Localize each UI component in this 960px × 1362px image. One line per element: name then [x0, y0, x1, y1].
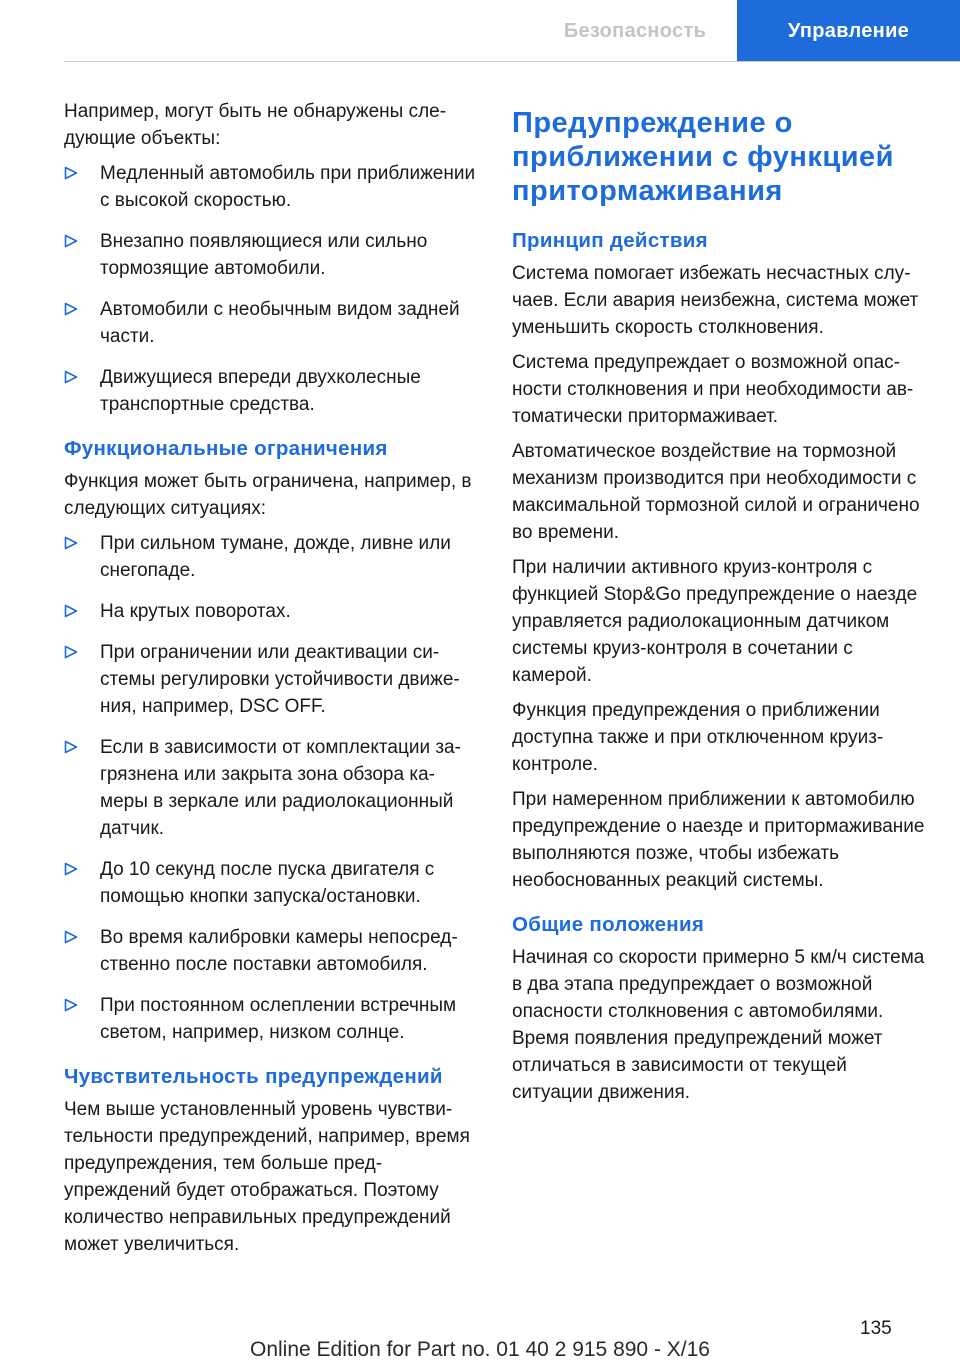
limits-paragraph: Функция может быть ограничена, например, в следующих ситуациях: — [64, 471, 472, 519]
triangle-bullet-icon — [64, 998, 80, 1012]
list-item — [64, 598, 476, 625]
triangle-bullet-icon — [64, 740, 80, 754]
list-item-text: Во время калибровки камеры непосредственно после поставки автомобиля. — [100, 927, 458, 975]
page-number: 135 — [860, 1318, 892, 1339]
online-edition-footer: Online Edition for Part no. 01 40 2 915 890 - X/16 — [250, 1338, 710, 1361]
list-item-text: Движущиеся впереди двухколесные транспортные средства. — [100, 367, 421, 415]
heading-principle: Принцип действия — [512, 229, 708, 252]
limits-list — [64, 530, 476, 1046]
section-title: Предупреждение о приближении с функцией притормаживания — [512, 107, 894, 207]
list-item-text: Медленный автомобиль при приближении с высокой скоростью. — [100, 163, 476, 211]
list-item — [64, 364, 476, 418]
list-item-text: Внезапно появляющиеся или сильно тормозящие автомобили. — [100, 231, 428, 279]
left-column — [64, 98, 476, 1266]
principle-paragraph: Автоматическое воздействие на тормозной механизм производится при необходимости с максимальной тормозной силой и ограничено во времени. — [512, 441, 920, 543]
list-item-text: До 10 секунд после пуска двигателя с помощью кнопки запуска/остановки. — [100, 859, 435, 907]
list-item-text: При сильном тумане, дожде, ливне или снегопаде. — [100, 533, 451, 581]
list-item — [64, 160, 476, 214]
list-item — [64, 296, 476, 350]
triangle-bullet-icon — [64, 604, 80, 618]
triangle-bullet-icon — [64, 862, 80, 876]
triangle-bullet-icon — [64, 166, 80, 180]
principle-paragraph: При наличии активного круиз-контроля с функцией Stop&Go предупреждение о наезде управляется радиолокационным датчиком системы круиз-контроля в сочетании с камерой. — [512, 557, 918, 686]
list-item — [64, 530, 476, 584]
header-divider — [64, 61, 960, 62]
list-item-text: Если в зависимости от комплектации загрязнена или закрыта зона обзора камеры в зеркале или радиолокационный датчик. — [100, 737, 461, 839]
heading-functional-limits: Функциональные ограничения — [64, 437, 388, 460]
general-paragraph: Начиная со скорости примерно 5 км/ч система в два этапа предупреждает о возможной опасности столкновения с автомобилями. Время появления предупреждений может отличаться в зависимости от текущей ситуации движения. — [512, 947, 925, 1103]
list-item — [64, 992, 476, 1046]
list-item — [64, 639, 476, 720]
undetected-objects-list — [64, 160, 476, 418]
triangle-bullet-icon — [64, 536, 80, 550]
heading-warning-sensitivity: Чувствительность предупреждений — [64, 1065, 443, 1088]
right-column — [512, 98, 932, 1114]
list-item — [64, 856, 476, 910]
triangle-bullet-icon — [64, 930, 80, 944]
intro-paragraph: Например, могут быть не обнаружены следующие объекты: — [64, 101, 447, 149]
triangle-bullet-icon — [64, 645, 80, 659]
section-tab-control: Управление — [737, 0, 960, 62]
list-item — [64, 924, 476, 978]
principle-paragraph: При намеренном приближении к автомобилю предупреждение о наезде и притормaживание выполняются позже, чтобы избежать необоснованных реакций системы. — [512, 789, 925, 891]
principle-paragraph: Система помогает избежать несчастных случаев. Если авария неизбежна, система может уменьшить скорость столкновения. — [512, 263, 919, 338]
list-item-text: При ограничении или деактивации системы регулировки устойчивости движения, например, DSC OFF. — [100, 642, 460, 717]
list-item — [64, 734, 476, 842]
sensitivity-paragraph: Чем выше установленный уровень чувствительности предупреждений, например, время предупреждения, тем больше предупреждений будет отображаться. Поэтому количество неправильных предупреждений может увеличиться. — [64, 1099, 470, 1255]
triangle-bullet-icon — [64, 302, 80, 316]
list-item-text: Автомобили с необычным видом задней части. — [100, 299, 460, 347]
principle-paragraph: Система предупреждает о возможной опасности столкновения и при необходимости автоматически притормаживает. — [512, 352, 914, 427]
list-item — [64, 228, 476, 282]
list-item-text: На крутых поворотах. — [100, 601, 291, 622]
heading-general-provisions: Общие положения — [512, 913, 705, 936]
principle-paragraph: Функция предупреждения о приближении доступна также и при отключенном круиз-контроле. — [512, 700, 884, 775]
triangle-bullet-icon — [64, 370, 80, 384]
section-tab-safety: Безопасность — [563, 19, 707, 42]
page-header — [0, 0, 960, 62]
list-item-text: При постоянном ослеплении встречным светом, например, низком солнце. — [100, 995, 457, 1043]
triangle-bullet-icon — [64, 234, 80, 248]
